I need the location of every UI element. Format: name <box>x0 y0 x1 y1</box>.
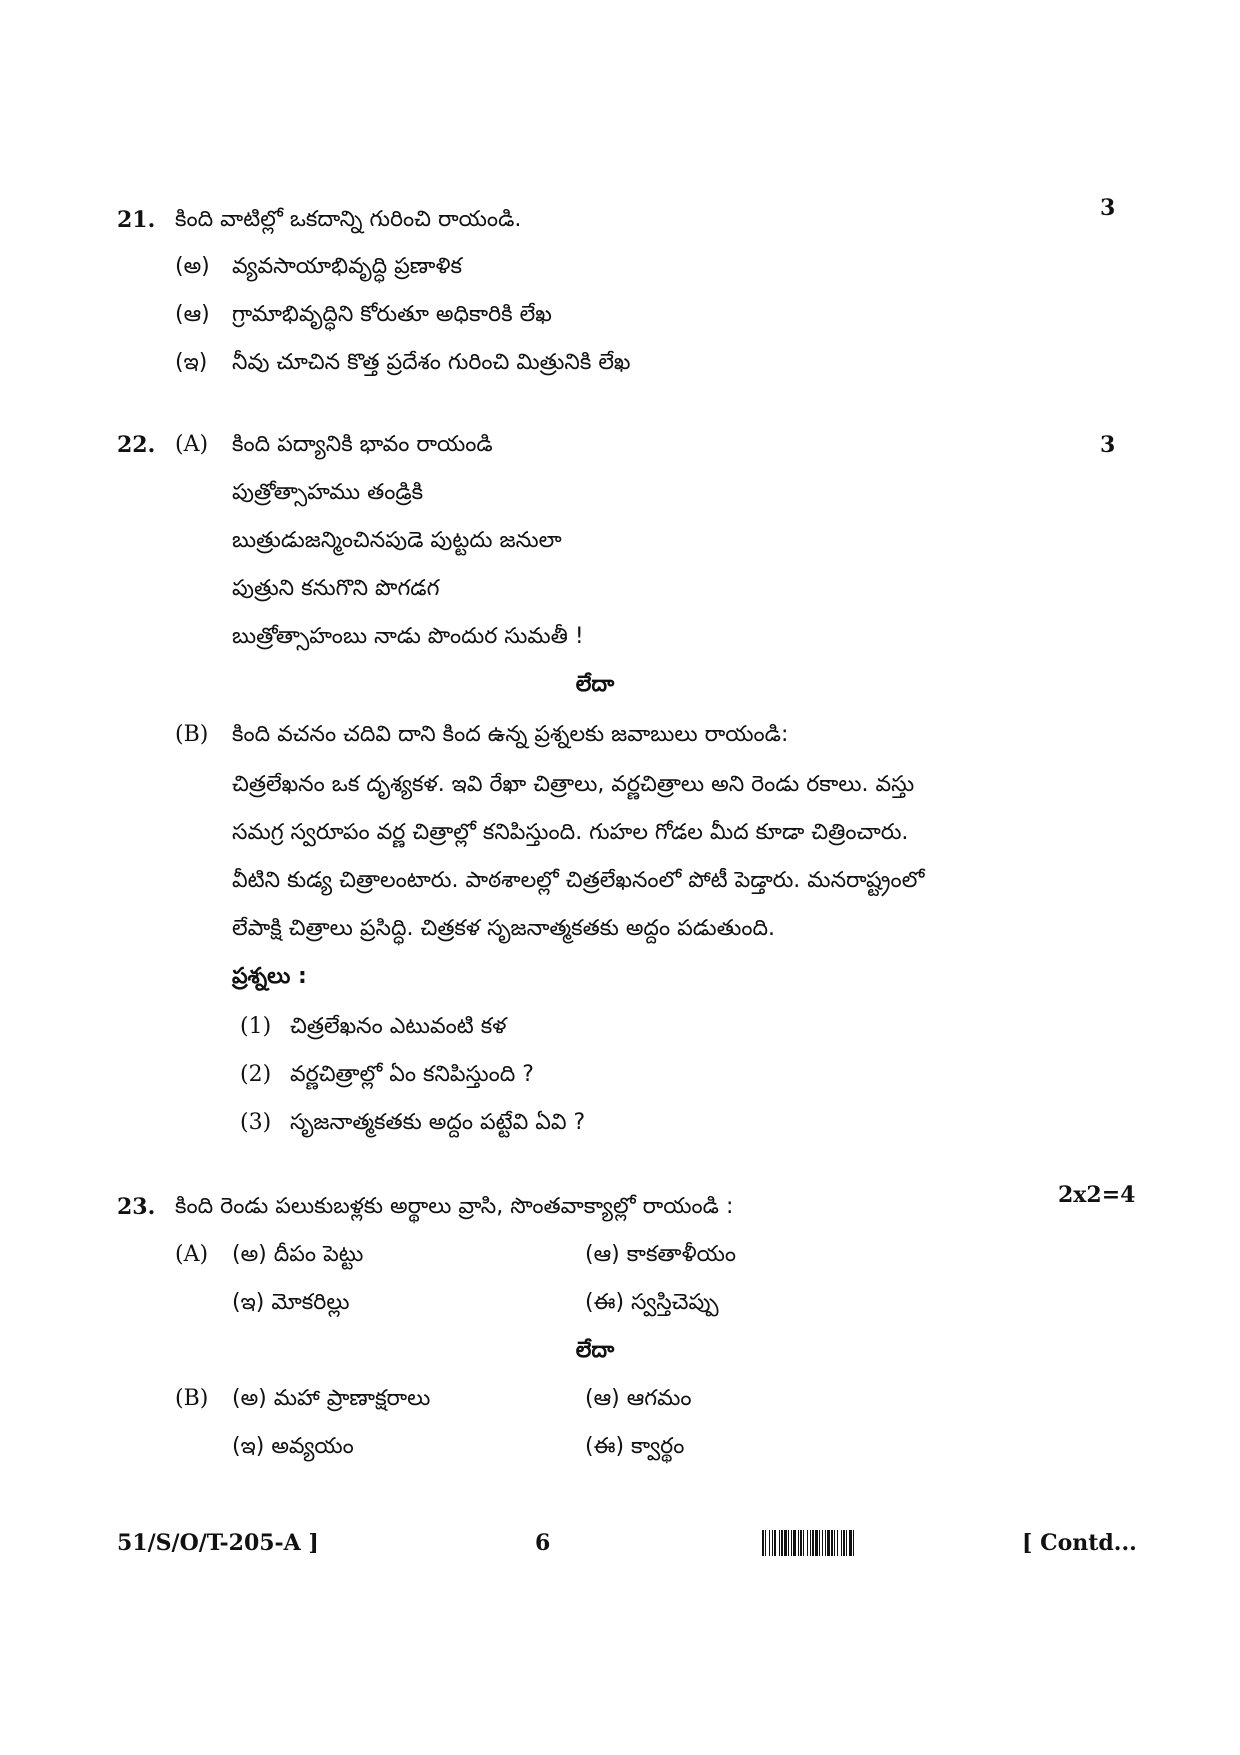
q21-option-2-label: (ఆ) <box>175 302 210 327</box>
q23-or-separator: లేదా <box>575 1338 615 1363</box>
q22-marks: 3 <box>1100 432 1116 458</box>
poem-line-4: బుత్రోత్సాహంబు నాడు పొందుర సుమతీ ! <box>232 624 584 649</box>
q23-a-item-3: (ఇ) మోకరిల్లు <box>232 1290 350 1315</box>
q21-option-3-text: నీవు చూచిన కొత్త ప్రదేశం గురించి మిత్రునికి లేఖ <box>232 350 631 375</box>
sub-question-2-text: వర్ణచిత్రాల్లో ఏం కనిపిస్తుంది ? <box>290 1062 534 1087</box>
sub-question-1-text: చిత్రలేఖనం ఎటువంటి కళ <box>290 1014 507 1039</box>
q23-b-item-3: (ఇ) అవ్యయం <box>232 1434 354 1459</box>
q23-part-a-label: (A) <box>175 1242 209 1267</box>
q22-or-separator: లేదా <box>575 672 615 697</box>
q21-marks: 3 <box>1100 195 1116 221</box>
q21-option-1-label: (అ) <box>175 254 210 279</box>
questions-heading: ప్రశ్నలు : <box>232 964 307 989</box>
barcode-icon <box>762 1530 1012 1556</box>
poem-line-1: పుత్రోత్సాహము తండ్రికి <box>232 480 424 505</box>
sub-question-3-text: సృజనాత్మకతకు అద్దం పట్టేవి ఏవి ? <box>290 1110 586 1135</box>
q23-a-item-4: (ఈ) స్వస్తిచెప్పు <box>585 1290 719 1315</box>
q23-a-item-1: (అ) దీపం పెట్టు <box>232 1242 364 1267</box>
sub-question-2-label: (2) <box>240 1062 272 1087</box>
q23-b-item-1: (అ) మహా ప్రాణాక్షరాలు <box>232 1386 431 1411</box>
q23-b-item-4: (ఈ) క్వార్థం <box>585 1434 685 1459</box>
sub-question-3-label: (3) <box>240 1110 272 1135</box>
poem-line-3: పుత్రుని కనుగొని పొగడగ <box>232 576 440 601</box>
sub-question-1-label: (1) <box>240 1014 272 1039</box>
q22-part-b-label: (B) <box>175 722 209 747</box>
q23-b-item-2: (ఆ) ఆగమం <box>585 1386 692 1411</box>
q23-prompt: కింది రెండు పలుకుబళ్లకు అర్థాలు వ్రాసి, సొంతవాక్యాల్లో రాయండి : <box>175 1194 734 1219</box>
q22-part-a-prompt: కింది పద్యానికి భావం రాయండి <box>232 432 493 457</box>
page-number: 6 <box>535 1530 551 1556</box>
q21-option-2-text: గ్రామాభివృద్ధిని కోరుతూ అధికారికి లేఖ <box>232 302 552 327</box>
paper-code: 51/S/O/T-205-A ] <box>117 1530 319 1556</box>
q23-a-item-2: (ఆ) కాకతాళీయం <box>585 1242 737 1267</box>
q21-prompt: కింది వాటిల్లో ఒకదాన్ని గురించి రాయండి. <box>175 207 522 232</box>
q23-number: 23. <box>117 1194 156 1220</box>
q21-option-1-text: వ్యవసాయాభివృద్ధి ప్రణాళిక <box>232 254 462 279</box>
q23-marks: 2x2=4 <box>1058 1182 1136 1208</box>
passage-line-4: లేపాక్షి చిత్రాలు ప్రసిద్ధి. చిత్రకళ సృజనాత్మకతకు అద్దం పడుతుంది. <box>232 916 776 941</box>
q21-number: 21. <box>117 207 156 233</box>
q22-part-a-label: (A) <box>175 432 209 457</box>
passage-line-3: వీటిని కుడ్య చిత్రాలంటారు. పాఠశాలల్లో చిత్రలేఖనంలో పోటీ పెడ్తారు. మనరాష్ట్రంలో <box>232 868 925 893</box>
continued-label: [ Contd... <box>1022 1530 1137 1556</box>
q23-part-b-label: (B) <box>175 1386 209 1411</box>
q22-number: 22. <box>117 432 156 458</box>
passage-line-2: సమగ్ర స్వరూపం వర్ణ చిత్రాల్లో కనిపిస్తుంది. గుహల గోడల మీద కూడా చిత్రించారు. <box>232 820 909 845</box>
q22-part-b-prompt: కింది వచనం చదివి దాని కింద ఉన్న ప్రశ్నలకు జవాబులు రాయండి: <box>232 722 789 747</box>
poem-line-2: బుత్రుడుజన్మించినపుడె పుట్టదు జనులా <box>232 528 562 553</box>
q21-option-3-label: (ఇ) <box>175 350 208 375</box>
passage-line-1: చిత్రలేఖనం ఒక దృశ్యకళ. ఇవి రేఖా చిత్రాలు, వర్ణచిత్రాలు అని రెండు రకాలు. వస్తు <box>232 772 915 797</box>
